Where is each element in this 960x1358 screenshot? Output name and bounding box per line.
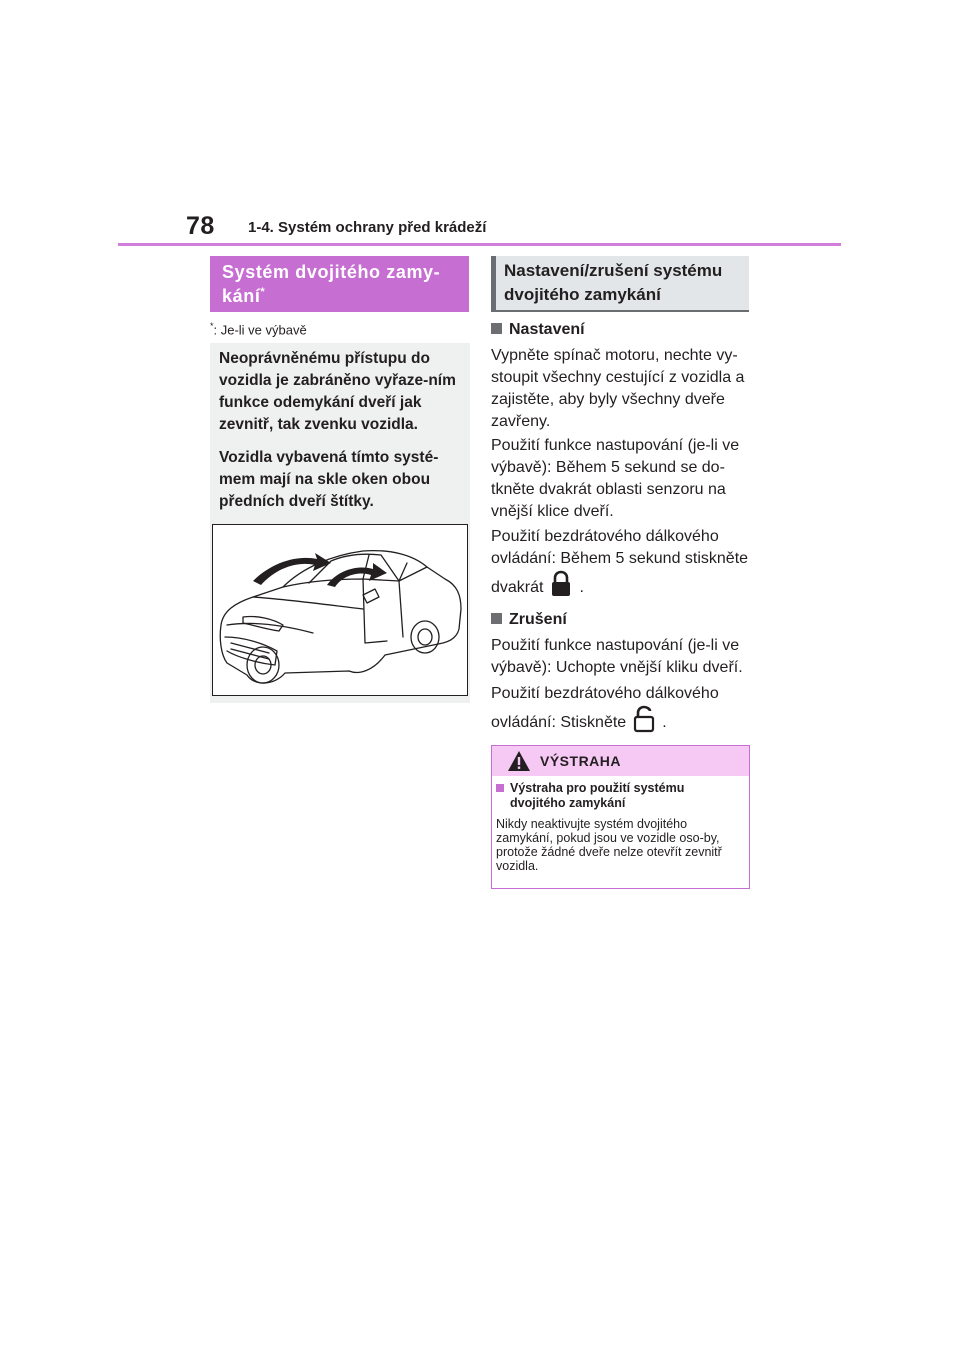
setting-paragraph-3	[491, 526, 749, 599]
subsection-title-line1: Nastavení/zrušení systému	[504, 261, 723, 280]
square-bullet-icon	[491, 323, 502, 334]
cancel-heading: Zrušení	[491, 609, 749, 631]
header-rule	[118, 243, 841, 246]
setting-paragraph-3-end: .	[579, 579, 584, 596]
subsection-title	[491, 256, 749, 312]
page-number: 78	[186, 212, 215, 240]
warning-label: VÝSTRAHA	[540, 753, 622, 769]
footnote-text: : Je-li ve výbavě	[213, 322, 307, 338]
unlock-icon	[632, 705, 656, 733]
setting-heading: Nastavení	[491, 319, 749, 341]
warning-triangle-icon	[507, 750, 531, 772]
warning-body: Nikdy neaktivujte systém dvojitého zamykání, pokud jsou ve vozidle oso-by, protože žádné dveře nelze otevřít zevnitř vozidla.	[496, 817, 722, 873]
section-header: 1-4. Systém ochrany před krádeží	[248, 219, 487, 236]
subsection-title-line2: dvojitého zamykání	[504, 285, 661, 304]
section-title-line1: Systém dvojitého zamy-	[222, 262, 441, 282]
section-title-mark: *	[260, 286, 266, 298]
section-title	[210, 256, 469, 312]
warning-title: Výstraha pro použití systému dvojitého zamykání	[496, 781, 744, 811]
footnote	[210, 321, 307, 337]
square-bullet-icon	[496, 784, 504, 792]
car-illustration	[212, 524, 468, 696]
car-icon	[213, 525, 467, 695]
lock-icon	[549, 570, 573, 598]
setting-paragraph-3-text: Použití bezdrátového dálkového ovládání: Během 5 sekund stiskněte dvakrát	[491, 528, 749, 596]
setting-paragraph-2: Použití funkce nastupování (je-li ve výbavě): Během 5 sekund se do-tkněte dvakrát oblasti senzoru na vnější klice dveří.	[491, 437, 740, 520]
setting-paragraph-1: Vypněte spínač motoru, nechte vy-stoupit všechny cestující z vozidla a zajistěte, aby byly všechny dveře zavřeny.	[491, 347, 745, 430]
intro-paragraph-1: Neoprávněnému přístupu do vozidla je zabráněno vyřaze-ním funkce odemykání dveří jak zevnitř, tak zvenku vozidla.	[219, 350, 456, 433]
square-bullet-icon	[491, 613, 502, 624]
cancel-paragraph-2-text: Použití bezdrátového dálkového ovládání: Stiskněte	[491, 685, 719, 731]
section-title-line2: kání	[222, 286, 261, 306]
footnote-mark: *	[210, 321, 214, 331]
cancel-paragraph-1: Použití funkce nastupování (je-li ve výbavě): Uchopte vnější kliku dveří.	[491, 637, 743, 676]
intro-text	[219, 348, 465, 524]
cancel-paragraph-2	[491, 683, 749, 734]
intro-paragraph-2: Vozidla vybavená tímto systé-mem mají na skle oken obou předních dveří štítky.	[219, 449, 439, 510]
cancel-paragraph-2-end: .	[662, 714, 667, 731]
